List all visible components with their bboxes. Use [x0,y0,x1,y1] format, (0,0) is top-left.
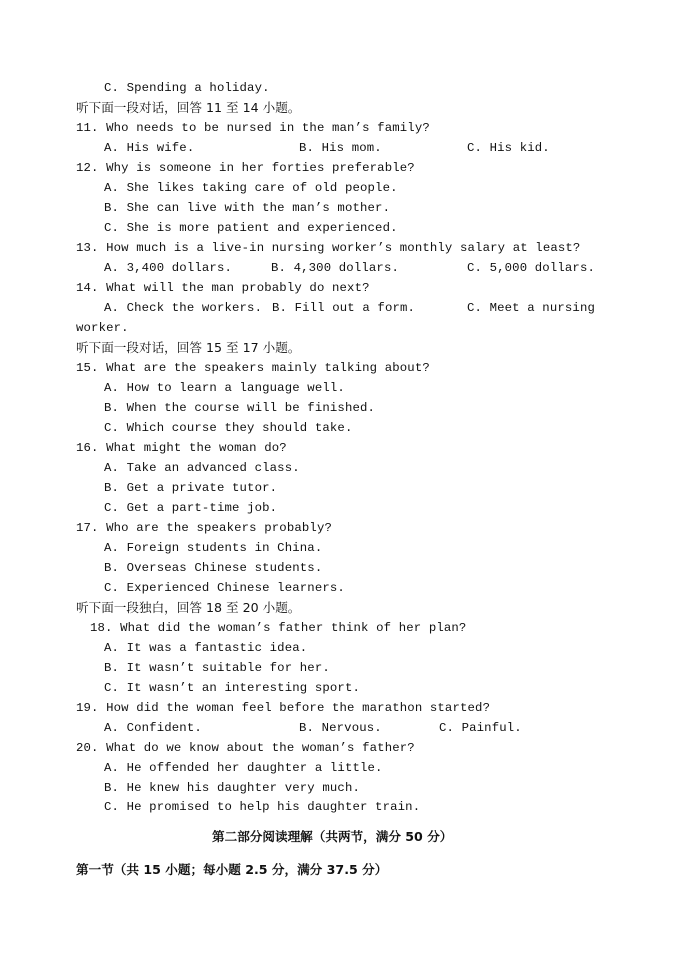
option-line: A. Check the workers. [104,301,263,315]
option-line: B. He knew his daughter very much. [104,781,360,795]
option-line: B. She can live with the man’s mother. [104,201,391,215]
question-19: 19. How did the woman feel before the marathon started? [76,701,491,715]
question-12: 12. Why is someone in her forties preferable? [76,161,415,175]
option-line: B. Get a private tutor. [104,481,278,495]
option-line: B. Nervous. [299,721,382,735]
option-line: A. How to learn a language well. [104,381,345,395]
option-line: B. 4,300 dollars. [271,261,399,275]
question-20: 20. What do we know about the woman’s father? [76,741,415,755]
option-line: A. Confident. [104,721,202,735]
option-line: C. Painful. [439,721,522,735]
option-line: C. His kid. [467,141,550,155]
option-line: A. Take an advanced class. [104,461,300,475]
option-line: C. 5,000 dollars. [467,261,595,275]
option-line: C. She is more patient and experienced. [104,221,398,235]
option-line: C. Meet a nursing [467,301,595,315]
option-line: A. His wife. [104,141,195,155]
section-instruction: 听下面一段独白，回答 18 至 20 小题。 [76,600,301,615]
option-line: C. Get a part-time job. [104,501,278,515]
option-line: A. 3,400 dollars. [104,261,232,275]
option-line: B. It wasn’t suitable for her. [104,661,330,675]
section-instruction: 听下面一段对话，回答 15 至 17 小题。 [76,340,301,355]
option-line: A. He offended her daughter a little. [104,761,383,775]
question-11: 11. Who needs to be nursed in the man’s family? [76,121,430,135]
option-line: C. Experienced Chinese learners. [104,581,345,595]
section-heading: 第一节（共 15 小题；每小题 2.5 分，满分 37.5 分） [76,862,388,877]
option-line: A. Foreign students in China. [104,541,323,555]
option-line: B. Fill out a form. [272,301,416,315]
question-15: 15. What are the speakers mainly talking about? [76,361,430,375]
option-line: B. Overseas Chinese students. [104,561,323,575]
option-line: B. His mom. [299,141,382,155]
question-18: 18. What did the woman’s father think of her plan? [90,621,467,635]
option-line: B. When the course will be finished. [104,401,376,415]
question-17: 17. Who are the speakers probably? [76,521,332,535]
question-14: 14. What will the man probably do next? [76,281,370,295]
question-13: 13. How much is a live-in nursing worker’s monthly salary at least? [76,241,581,255]
question-16: 16. What might the woman do? [76,441,287,455]
option-line: C. He promised to help his daughter train. [104,800,421,814]
option-line-continued: worker. [76,321,129,335]
option-line: C. Spending a holiday. [104,81,270,95]
option-line: C. Which course they should take. [104,421,353,435]
option-line: C. It wasn’t an interesting sport. [104,681,360,695]
part-heading: 第二部分阅读理解（共两节，满分 50 分） [212,829,453,844]
option-line: A. It was a fantastic idea. [104,641,308,655]
section-instruction: 听下面一段对话，回答 11 至 14 小题。 [76,100,301,115]
option-line: A. She likes taking care of old people. [104,181,398,195]
